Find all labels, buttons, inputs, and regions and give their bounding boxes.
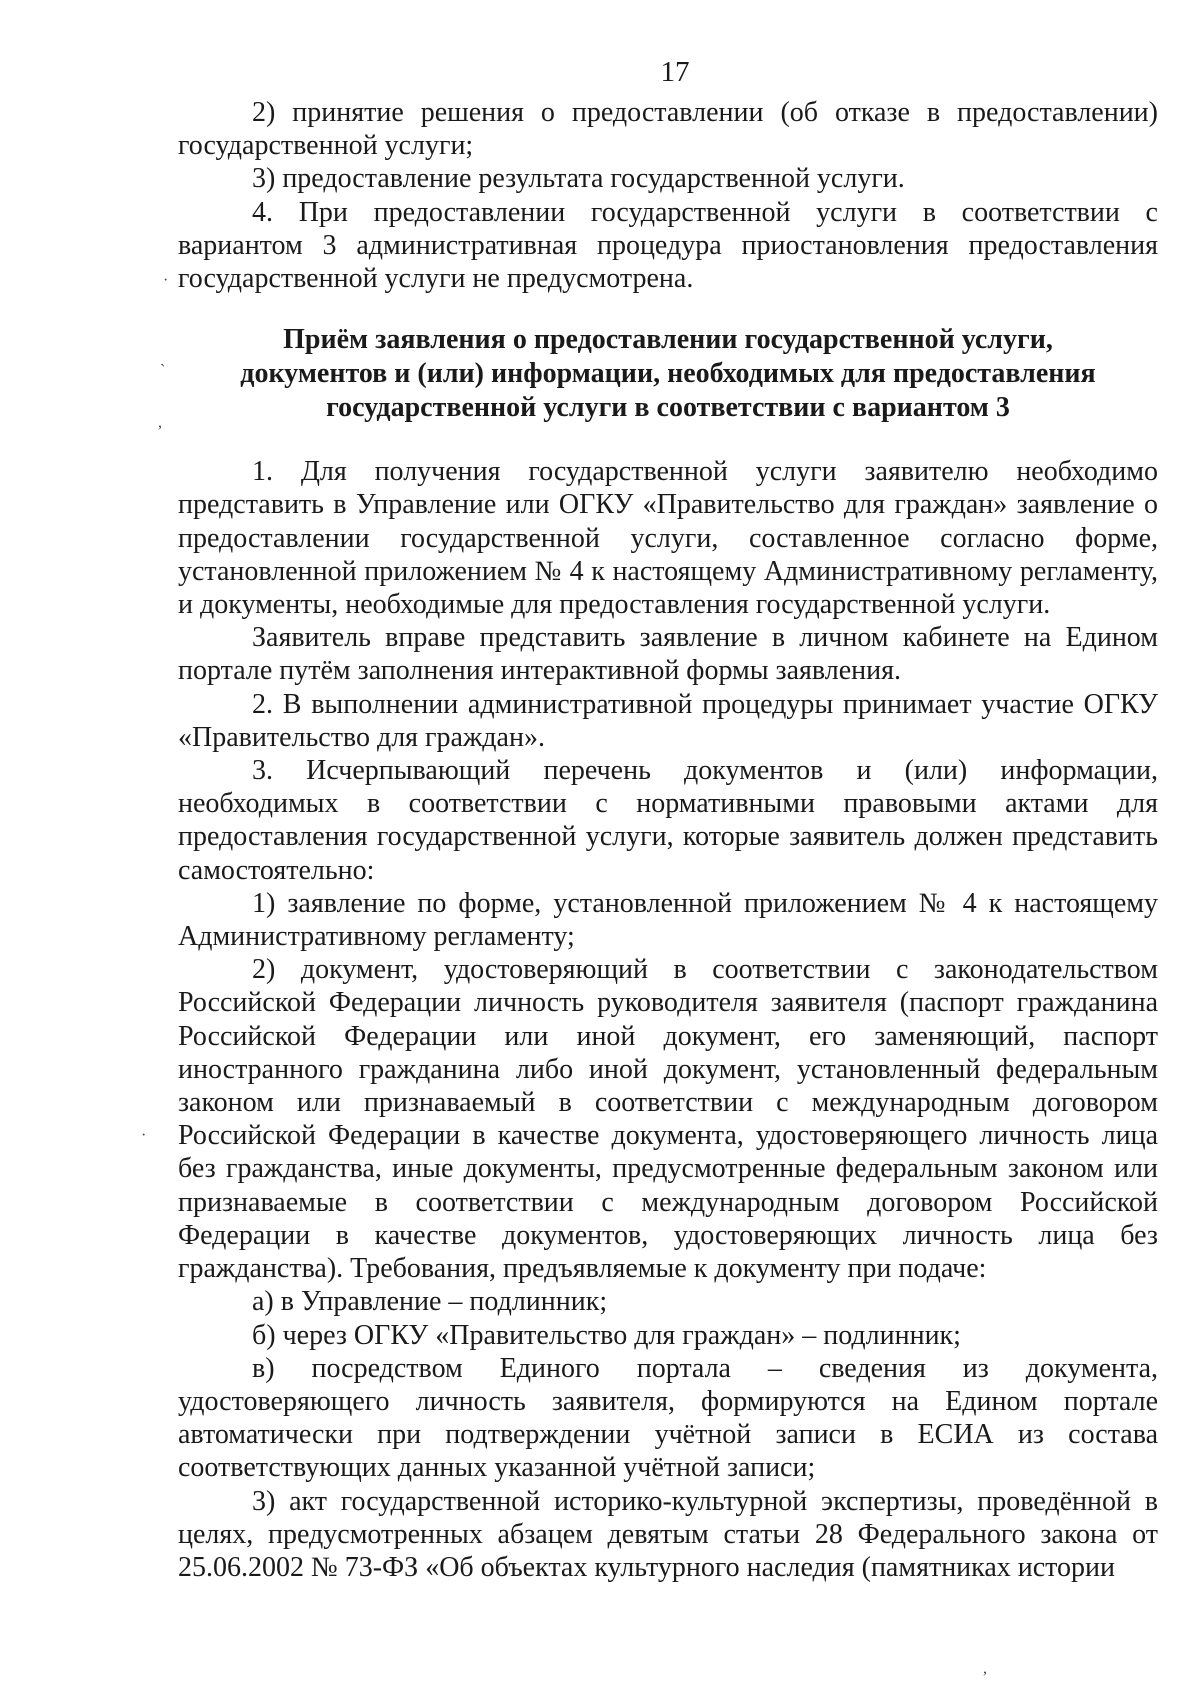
scan-speck: ` bbox=[160, 362, 166, 379]
paragraph: 1) заявление по форме, установленной приложением № 4 к настоящему Административному регламенту; bbox=[178, 887, 1158, 953]
paragraph: 2. В выполнении административной процедуры принимает участие ОГКУ «Правительство для граждан». bbox=[178, 688, 1158, 753]
paragraph: 3) предоставление результата государственной услуги. bbox=[252, 163, 905, 195]
scan-speck: · bbox=[163, 272, 169, 289]
paragraph: б) через ОГКУ «Правительство для граждан» – подлинник; bbox=[252, 1319, 961, 1351]
paragraph: 3) акт государственной историко-культурной экспертизы, проведённой в целях, предусмотренных абзацем девятым статьи 28 Федерального закона от 25.06.2002 № 73-ФЗ «Об объектах культурного наследия (памятниках истории bbox=[178, 1485, 1158, 1583]
paragraph: а) в Управление – подлинник; bbox=[252, 1286, 608, 1318]
scan-speck: , bbox=[158, 414, 162, 431]
document-body bbox=[178, 96, 1158, 1584]
scan-speck: , bbox=[983, 1660, 987, 1677]
paragraph: в) посредством Единого портала – сведения из документа, удостоверяющего личность заявителя, формируются на Едином портале автоматически при подтверждении учётной записи в ЕСИА из состава соответствующих данных указанной учётной записи; bbox=[178, 1352, 1158, 1484]
paragraph: 1. Для получения государственной услуги заявителю необходимо представить в Управление или ОГКУ «Правительство для граждан» заявление о предоставлении государственной услуги, составленное согласно форме, установленной приложением № 4 к настоящему Административному регламенту, и документы, необходимые для предоставления государственной услуги. bbox=[178, 456, 1158, 621]
paragraph: 2) документ, удостоверяющий в соответствии с законодательством Российской Федерации личность руководителя заявителя (паспорт гражданина Российской Федерации или иной документ, его заменяющий, паспорт иностранного гражданина либо иной документ, установленный федеральным законом или признаваемый в соответствии с международным договором Российской Федерации в качестве документа, удостоверяющего личность лица без гражданства, иные документы, предусмотренные федеральным законом или признаваемые в соответствии с международным договором Российской Федерации в качестве документов, удостоверяющих личность лица без гражданства). Требования, предъявляемые к документу при подаче: bbox=[178, 954, 1158, 1285]
paragraph: 4. При предоставлении государственной услуги в соответствии с вариантом 3 административная процедура приостановления предоставления государственной услуги не предусмотрена. bbox=[178, 196, 1158, 295]
paragraph: 2) принятие решения о предоставлении (об отказе в предоставлении) государственной услуги; bbox=[178, 97, 1158, 162]
paragraph: 3. Исчерпывающий перечень документов и (или) информации, необходимых в соответствии с нормативными правовыми актами для предоставления государственной услуги, которые заявитель должен представить самостоятельно: bbox=[178, 755, 1158, 886]
paragraph: Заявитель вправе представить заявление в личном кабинете на Едином портале путём заполнения интерактивной формы заявления. bbox=[178, 622, 1158, 687]
section-heading: Приём заявления о предоставлении государственной услуги, документов и (или) информации, необходимых для предоставления государственной услуги в соответствии с вариантом 3 bbox=[240, 324, 1096, 424]
page-number: 17 bbox=[660, 56, 690, 88]
scan-speck: · bbox=[141, 1127, 147, 1144]
